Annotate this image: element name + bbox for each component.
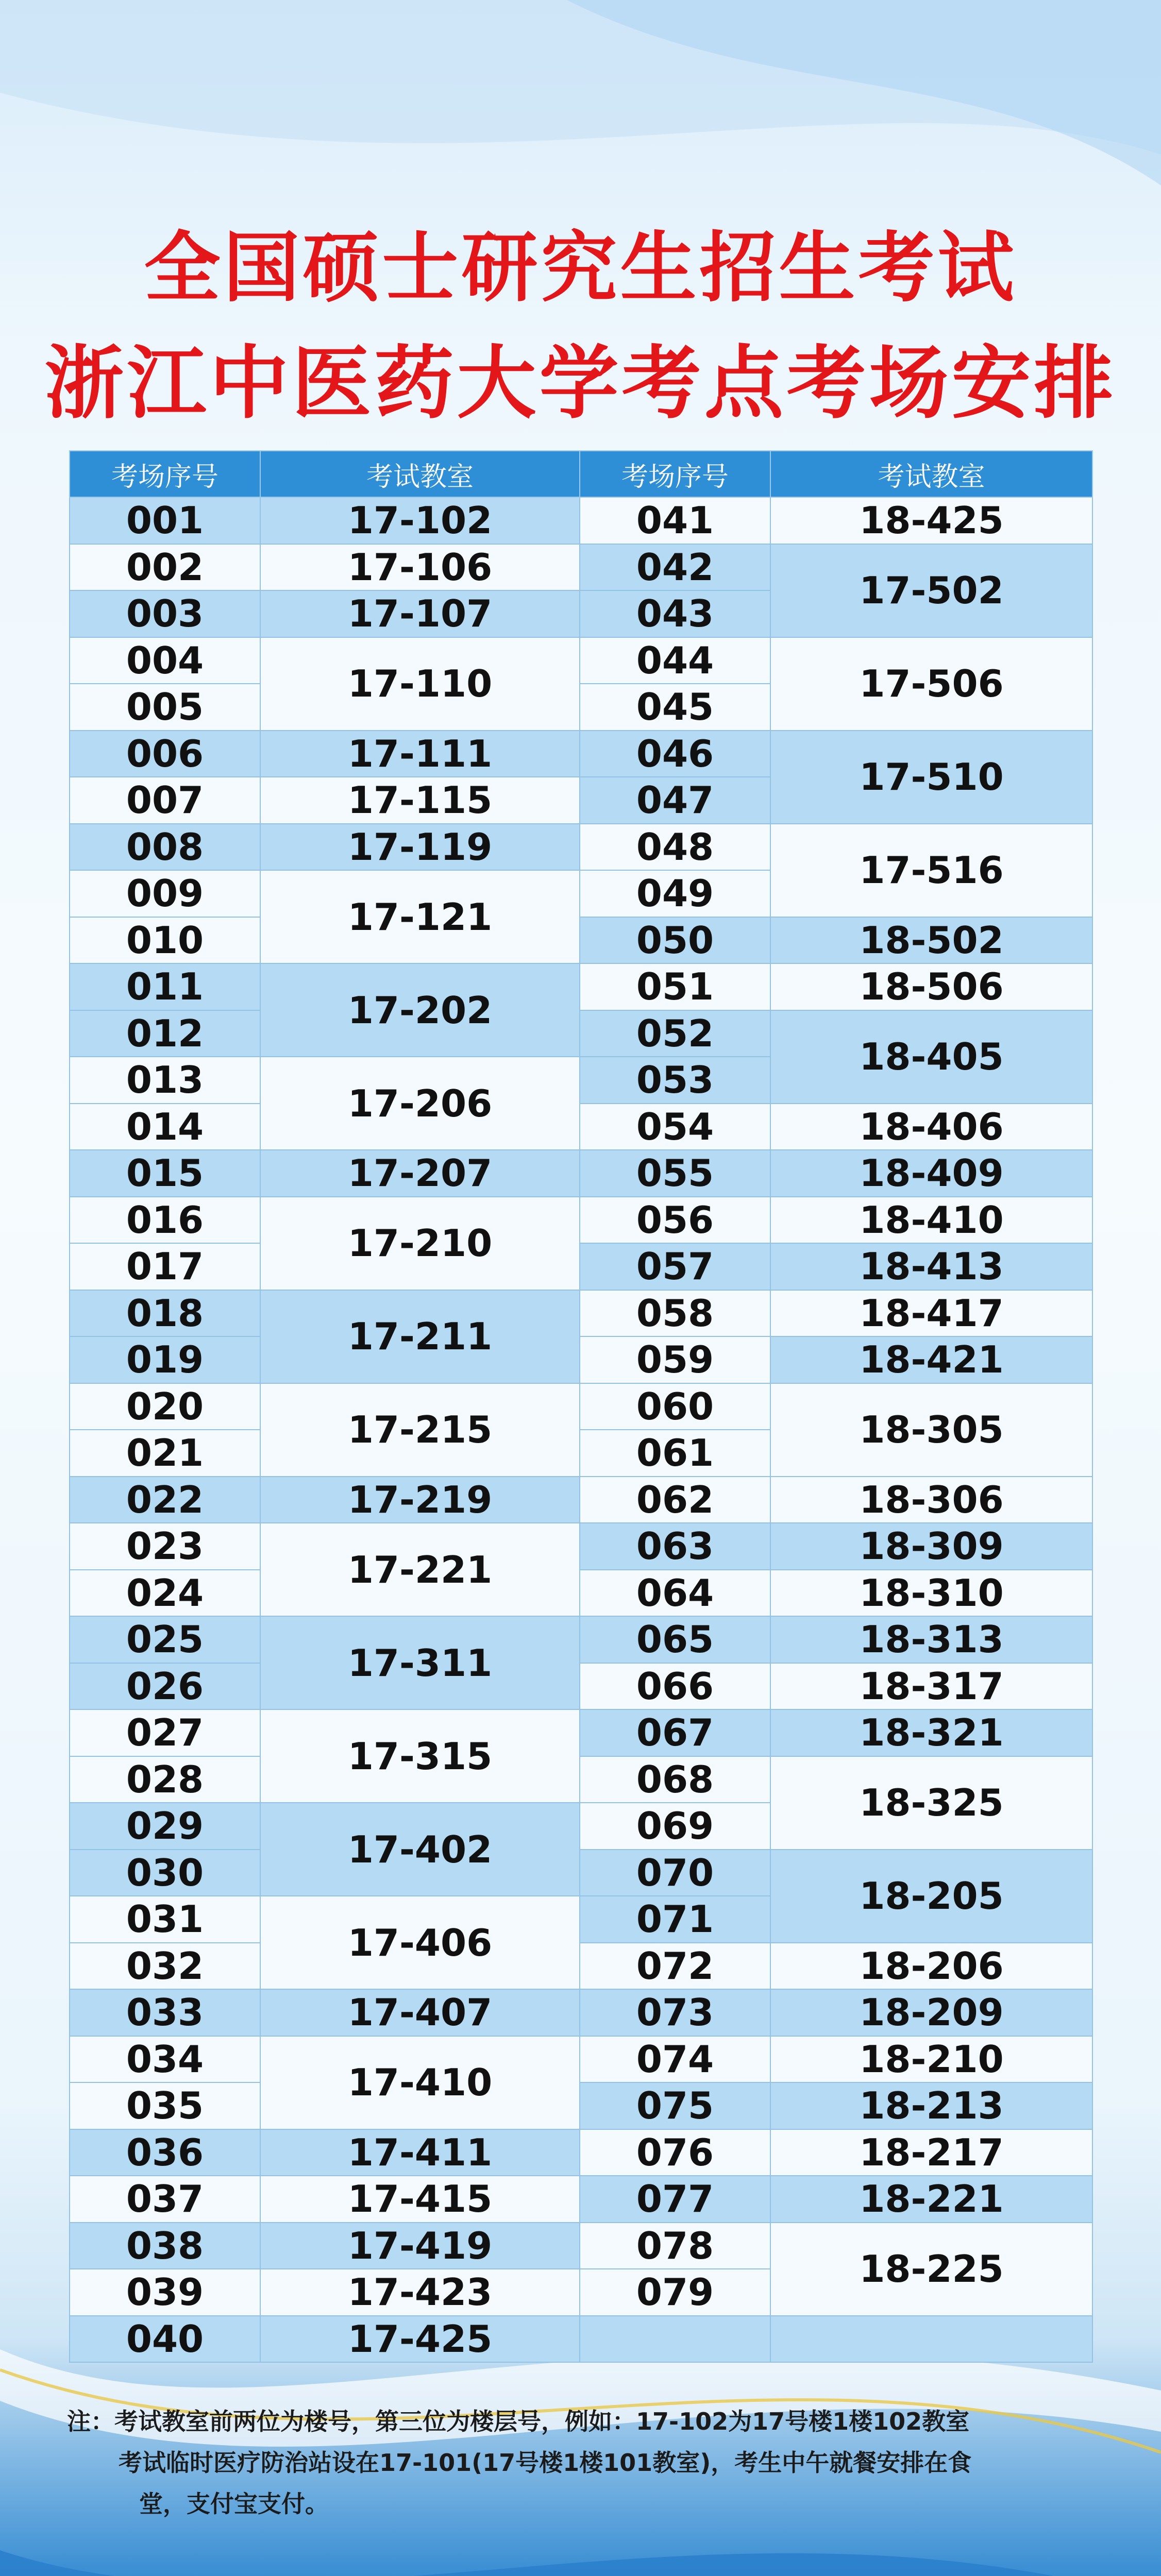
room-number-cell: 004 — [70, 637, 260, 684]
room-number-cell: 073 — [580, 1989, 770, 2036]
classroom-cell: 17-107 — [260, 590, 580, 637]
table-row — [70, 2129, 1092, 2176]
page-subtitle: 浙江中医药大学考点考场安排 — [44, 337, 1117, 430]
table-row — [70, 2082, 1092, 2129]
footnote-line-1: 注：考试教室前两位为楼号，第三位为楼层号，例如：17-102为17号楼1楼102教室 — [67, 2408, 970, 2435]
classroom-cell: 17-510 — [770, 731, 1092, 824]
room-number-cell: 021 — [70, 1430, 260, 1477]
classroom-cell: 17-410 — [260, 2036, 580, 2129]
room-number-cell: 041 — [580, 497, 770, 544]
classroom-cell: 17-211 — [260, 1290, 580, 1383]
footnote — [67, 2401, 1098, 2524]
classroom-cell: 17-215 — [260, 1383, 580, 1477]
room-number-cell: 049 — [580, 870, 770, 917]
table-row — [70, 1850, 1092, 1896]
room-number-cell: 043 — [580, 590, 770, 637]
classroom-cell: 18-306 — [770, 1477, 1092, 1523]
table-row — [70, 2036, 1092, 2083]
room-number-cell: 032 — [70, 1943, 260, 1990]
classroom-cell: 18-502 — [770, 917, 1092, 964]
classroom-cell: 18-310 — [770, 1570, 1092, 1617]
classroom-cell: 18-313 — [770, 1616, 1092, 1663]
classroom-cell: 18-321 — [770, 1709, 1092, 1756]
table-row — [70, 1523, 1092, 1570]
table-row — [70, 2223, 1092, 2269]
room-number-cell: 046 — [580, 731, 770, 777]
header-room-number-left: 考场序号 — [70, 451, 260, 497]
room-number-cell: 065 — [580, 1616, 770, 1663]
table-row — [70, 2316, 1092, 2363]
classroom-cell: 17-115 — [260, 777, 580, 824]
classroom-cell: 17-425 — [260, 2316, 580, 2363]
classroom-cell: 17-111 — [260, 731, 580, 777]
room-number-cell: 023 — [70, 1523, 260, 1570]
classroom-cell: 18-217 — [770, 2129, 1092, 2176]
room-number-cell: 011 — [70, 963, 260, 1010]
table-row — [70, 637, 1092, 684]
room-number-cell: 064 — [580, 1570, 770, 1617]
header-room-number-right: 考场序号 — [580, 451, 770, 497]
table-row — [70, 1989, 1092, 2036]
room-number-cell: 022 — [70, 1477, 260, 1523]
room-number-cell: 067 — [580, 1709, 770, 1756]
classroom-cell: 17-406 — [260, 1896, 580, 1989]
classroom-cell — [770, 2316, 1092, 2363]
classroom-cell: 17-407 — [260, 1989, 580, 2036]
exam-room-table — [69, 450, 1093, 2363]
classroom-cell: 17-502 — [770, 544, 1092, 637]
table-row — [70, 1197, 1092, 1244]
room-number-cell: 027 — [70, 1709, 260, 1756]
classroom-cell: 18-210 — [770, 2036, 1092, 2083]
table-row — [70, 917, 1092, 964]
table-row — [70, 1383, 1092, 1430]
classroom-cell: 18-213 — [770, 2082, 1092, 2129]
room-number-cell: 010 — [70, 917, 260, 964]
page-title: 全国硕士研究生招生考试 — [144, 224, 1017, 312]
room-number-cell: 050 — [580, 917, 770, 964]
table-row — [70, 1243, 1092, 1290]
classroom-cell: 18-409 — [770, 1150, 1092, 1197]
classroom-cell: 17-102 — [260, 497, 580, 544]
room-number-cell: 026 — [70, 1663, 260, 1710]
classroom-cell: 18-205 — [770, 1850, 1092, 1943]
classroom-cell: 18-305 — [770, 1383, 1092, 1477]
classroom-cell: 17-210 — [260, 1197, 580, 1290]
table-row — [70, 2176, 1092, 2223]
room-number-cell: 052 — [580, 1010, 770, 1057]
room-number-cell: 072 — [580, 1943, 770, 1990]
room-number-cell: 017 — [70, 1243, 260, 1290]
footnote-line-3: 堂，支付宝支付。 — [139, 2490, 329, 2518]
room-number-cell: 062 — [580, 1477, 770, 1523]
header-classroom-left: 考试教室 — [260, 451, 580, 497]
room-number-cell: 037 — [70, 2176, 260, 2223]
classroom-cell: 18-317 — [770, 1663, 1092, 1710]
room-number-cell: 028 — [70, 1756, 260, 1803]
classroom-cell: 17-106 — [260, 544, 580, 591]
classroom-cell: 17-506 — [770, 637, 1092, 731]
classroom-cell: 17-121 — [260, 870, 580, 963]
room-number-cell: 059 — [580, 1336, 770, 1383]
room-number-cell: 020 — [70, 1383, 260, 1430]
table-row — [70, 1150, 1092, 1197]
room-number-cell: 024 — [70, 1570, 260, 1617]
classroom-cell: 17-423 — [260, 2269, 580, 2316]
table-row — [70, 1290, 1092, 1337]
classroom-cell: 18-417 — [770, 1290, 1092, 1337]
room-number-cell: 079 — [580, 2269, 770, 2316]
room-number-cell: 075 — [580, 2082, 770, 2129]
room-number-cell: 045 — [580, 684, 770, 731]
classroom-cell: 18-325 — [770, 1756, 1092, 1850]
room-number-cell: 048 — [580, 824, 770, 871]
header-classroom-right: 考试教室 — [770, 451, 1092, 497]
classroom-cell: 18-406 — [770, 1104, 1092, 1150]
room-number-cell: 068 — [580, 1756, 770, 1803]
classroom-cell: 18-421 — [770, 1336, 1092, 1383]
room-number-cell: 074 — [580, 2036, 770, 2083]
room-number-cell: 007 — [70, 777, 260, 824]
room-number-cell: 018 — [70, 1290, 260, 1337]
room-number-cell: 008 — [70, 824, 260, 871]
classroom-cell: 17-311 — [260, 1616, 580, 1709]
table-row — [70, 1663, 1092, 1710]
table-row — [70, 824, 1092, 871]
room-number-cell: 058 — [580, 1290, 770, 1337]
table-row — [70, 1709, 1092, 1756]
classroom-cell: 17-206 — [260, 1057, 580, 1150]
room-number-cell: 019 — [70, 1336, 260, 1383]
room-number-cell: 078 — [580, 2223, 770, 2269]
classroom-cell: 17-402 — [260, 1803, 580, 1896]
room-number-cell: 060 — [580, 1383, 770, 1430]
table-row — [70, 1616, 1092, 1663]
room-number-cell: 034 — [70, 2036, 260, 2083]
classroom-cell: 18-413 — [770, 1243, 1092, 1290]
classroom-cell: 18-405 — [770, 1010, 1092, 1104]
room-number-cell: 003 — [70, 590, 260, 637]
classroom-cell: 17-119 — [260, 824, 580, 871]
footnote-line-2: 考试临时医疗防治站设在17-101(17号楼1楼101教室)，考生中午就餐安排在食 — [119, 2449, 972, 2477]
room-number-cell: 006 — [70, 731, 260, 777]
classroom-cell: 18-309 — [770, 1523, 1092, 1570]
room-number-cell: 030 — [70, 1850, 260, 1896]
classroom-cell: 17-221 — [260, 1523, 580, 1616]
table-row — [70, 544, 1092, 591]
room-number-cell: 013 — [70, 1057, 260, 1104]
classroom-cell: 18-221 — [770, 2176, 1092, 2223]
room-number-cell: 077 — [580, 2176, 770, 2223]
room-number-cell: 038 — [70, 2223, 260, 2269]
room-number-cell: 016 — [70, 1197, 260, 1244]
room-number-cell: 029 — [70, 1803, 260, 1850]
table-row — [70, 1477, 1092, 1523]
room-number-cell: 071 — [580, 1896, 770, 1943]
table-row — [70, 1336, 1092, 1383]
classroom-cell: 18-425 — [770, 497, 1092, 544]
room-number-cell: 040 — [70, 2316, 260, 2363]
room-number-cell: 063 — [580, 1523, 770, 1570]
classroom-cell: 18-209 — [770, 1989, 1092, 2036]
classroom-cell: 17-315 — [260, 1709, 580, 1803]
table-row — [70, 1010, 1092, 1057]
room-number-cell: 044 — [580, 637, 770, 684]
room-number-cell: 014 — [70, 1104, 260, 1150]
classroom-cell: 17-110 — [260, 637, 580, 731]
classroom-cell: 17-219 — [260, 1477, 580, 1523]
classroom-cell: 18-225 — [770, 2223, 1092, 2316]
room-number-cell: 069 — [580, 1803, 770, 1850]
room-number-cell: 033 — [70, 1989, 260, 2036]
classroom-cell: 18-206 — [770, 1943, 1092, 1990]
room-number-cell: 009 — [70, 870, 260, 917]
room-number-cell: 001 — [70, 497, 260, 544]
room-number-cell: 035 — [70, 2082, 260, 2129]
table-row — [70, 731, 1092, 777]
classroom-cell: 17-516 — [770, 824, 1092, 917]
room-number-cell: 056 — [580, 1197, 770, 1244]
room-number-cell: 039 — [70, 2269, 260, 2316]
classroom-cell: 17-202 — [260, 963, 580, 1057]
room-number-cell: 042 — [580, 544, 770, 591]
room-number-cell: 012 — [70, 1010, 260, 1057]
room-number-cell: 036 — [70, 2129, 260, 2176]
classroom-cell: 17-207 — [260, 1150, 580, 1197]
room-number-cell: 054 — [580, 1104, 770, 1150]
room-number-cell: 047 — [580, 777, 770, 824]
room-number-cell: 005 — [70, 684, 260, 731]
table-row — [70, 1943, 1092, 1990]
classroom-cell: 17-411 — [260, 2129, 580, 2176]
room-number-cell: 061 — [580, 1430, 770, 1477]
table-row — [70, 1570, 1092, 1617]
classroom-cell: 17-415 — [260, 2176, 580, 2223]
table-row — [70, 963, 1092, 1010]
room-number-cell: 051 — [580, 963, 770, 1010]
room-number-cell: 057 — [580, 1243, 770, 1290]
classroom-cell: 18-410 — [770, 1197, 1092, 1244]
table-row — [70, 497, 1092, 544]
table-row — [70, 1756, 1092, 1803]
room-number-cell: 002 — [70, 544, 260, 591]
classroom-cell: 17-419 — [260, 2223, 580, 2269]
room-number-cell — [580, 2316, 770, 2363]
table-row — [70, 1104, 1092, 1150]
room-number-cell: 053 — [580, 1057, 770, 1104]
room-number-cell: 070 — [580, 1850, 770, 1896]
room-number-cell: 031 — [70, 1896, 260, 1943]
room-number-cell: 055 — [580, 1150, 770, 1197]
room-number-cell: 015 — [70, 1150, 260, 1197]
room-number-cell: 076 — [580, 2129, 770, 2176]
room-number-cell: 066 — [580, 1663, 770, 1710]
table-header-row — [70, 451, 1092, 497]
classroom-cell: 18-506 — [770, 963, 1092, 1010]
room-number-cell: 025 — [70, 1616, 260, 1663]
